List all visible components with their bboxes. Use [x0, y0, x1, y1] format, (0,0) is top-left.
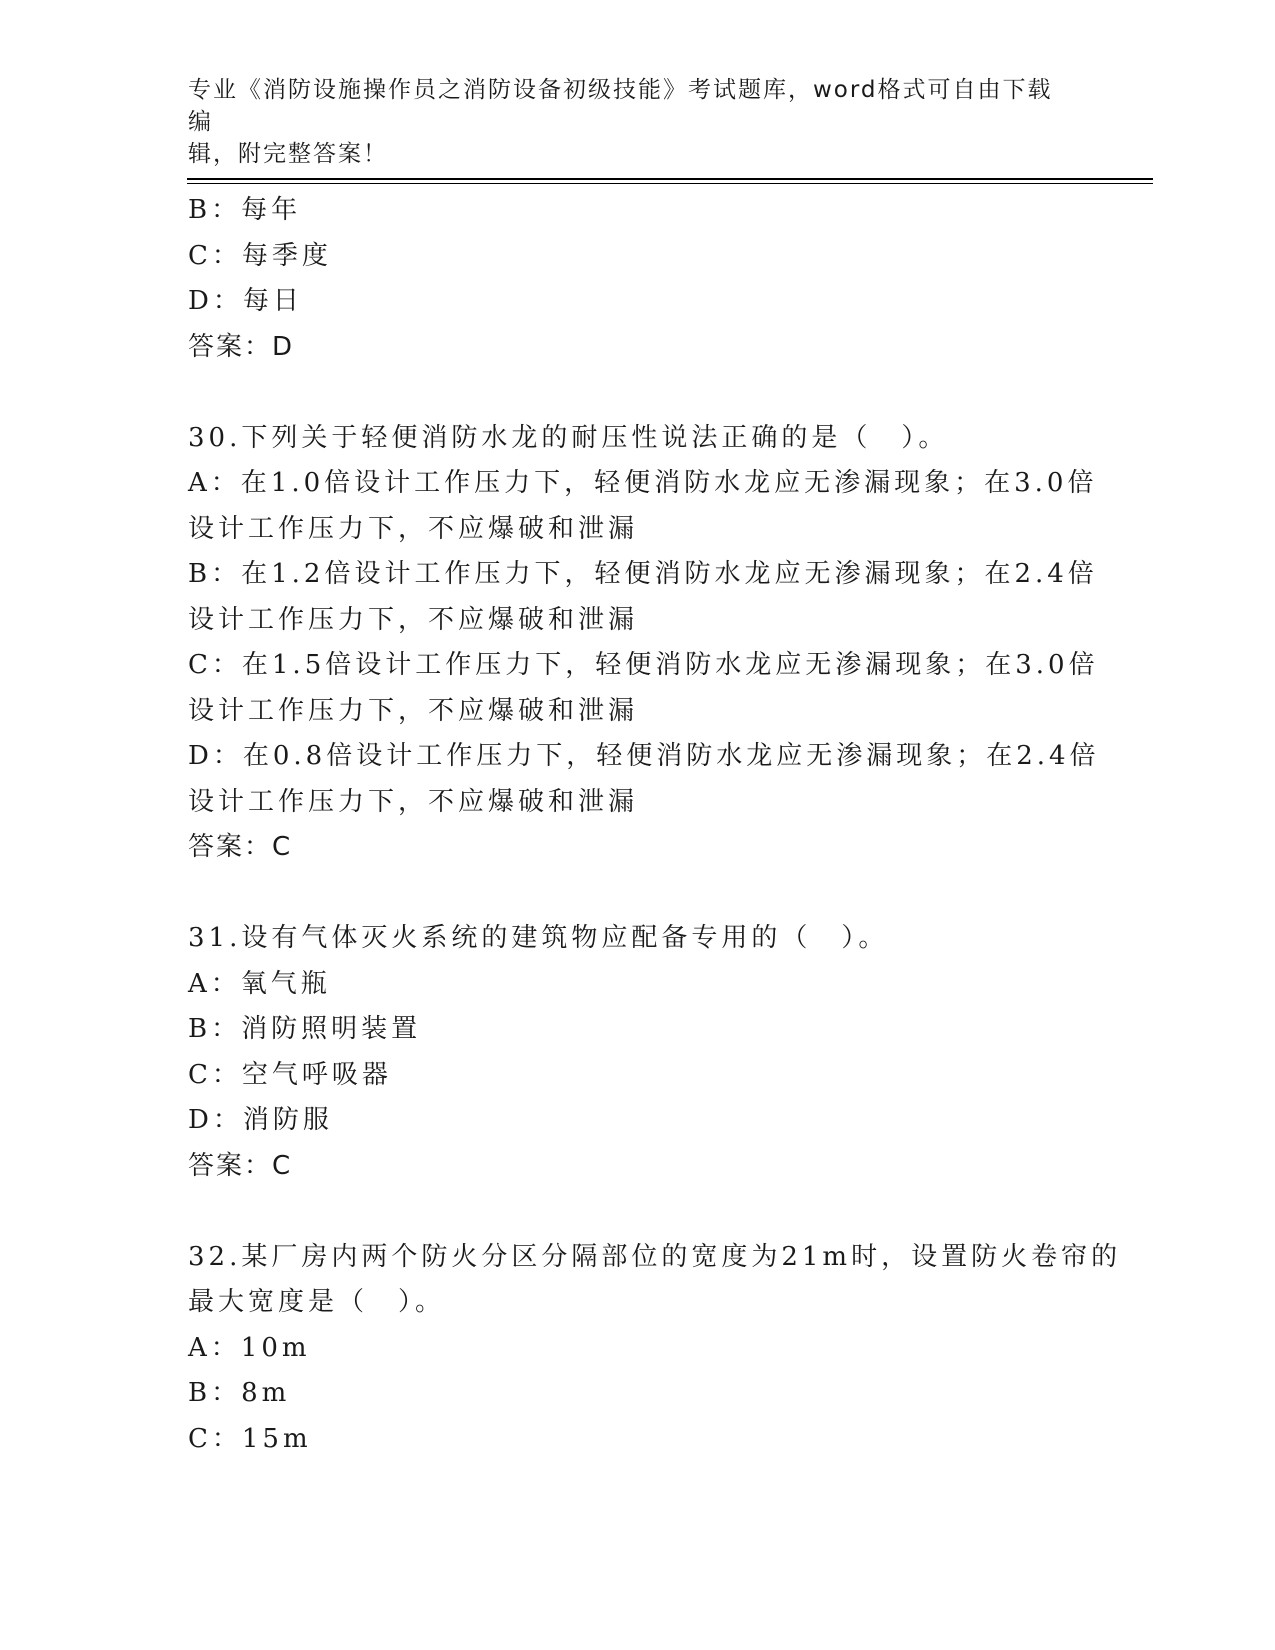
- option-line: 设计工作压力下，不应爆破和泄漏: [188, 513, 639, 544]
- header-line-1: 专业《消防设施操作员之消防设备初级技能》考试题库，word格式可自由下载编: [188, 77, 1053, 135]
- option-line: C：15m: [188, 1423, 312, 1454]
- answer-line: 答案：C: [188, 1150, 293, 1181]
- question-block-31: [188, 916, 1088, 1189]
- option-line: D：每日: [188, 286, 303, 316]
- question-stem: 最大宽度是（ ）。: [188, 1287, 446, 1317]
- answer-line: 答案：C: [188, 832, 293, 862]
- option-line: 设计工作压力下，不应爆破和泄漏: [188, 604, 639, 635]
- question-block-32: [188, 1235, 1122, 1463]
- option-line: C：空气呼吸器: [188, 1059, 392, 1090]
- option-line: A：10m: [188, 1332, 311, 1363]
- option-line: C：在1.5倍设计工作压力下，轻便消防水龙应无渗漏现象；在3.0倍: [188, 650, 1099, 680]
- option-line: C：每季度: [188, 240, 332, 271]
- option-line: B：在1.2倍设计工作压力下，轻便消防水龙应无渗漏现象；在2.4倍: [188, 559, 1098, 589]
- option-line: A：在1.0倍设计工作压力下，轻便消防水龙应无渗漏现象；在3.0倍: [188, 468, 1098, 498]
- question-stem: 32.某厂房内两个防火分区分隔部位的宽度为21m时，设置防火卷帘的: [188, 1241, 1122, 1272]
- option-line: 设计工作压力下，不应爆破和泄漏: [188, 786, 639, 817]
- spacer: [188, 370, 1088, 416]
- spacer: [188, 871, 1088, 917]
- question-block-29: [188, 188, 1088, 370]
- question-stem: 31.设有气体灭火系统的建筑物应配备专用的（ ）。: [188, 923, 889, 953]
- option-line: A：氧气瓶: [188, 968, 331, 999]
- option-line: D：消防服: [188, 1105, 333, 1135]
- header-divider: [187, 178, 1153, 180]
- answer-line: 答案：D: [188, 331, 295, 362]
- option-line: D：在0.8倍设计工作压力下，轻便消防水龙应无渗漏现象；在2.4倍: [188, 741, 1100, 771]
- spacer: [188, 1189, 1088, 1235]
- question-block-30: [188, 416, 1100, 871]
- header-line-2: 辑，附完整答案！: [188, 141, 388, 167]
- header-divider-thin: [187, 183, 1153, 184]
- document-header: [188, 74, 1068, 170]
- option-line: 设计工作压力下，不应爆破和泄漏: [188, 695, 639, 726]
- question-stem: 30.下列关于轻便消防水龙的耐压性说法正确的是（ ）。: [188, 422, 949, 453]
- option-line: B：每年: [188, 195, 302, 225]
- option-line: B：消防照明装置: [188, 1014, 422, 1044]
- question-content: [188, 188, 1122, 1462]
- option-line: B：8m: [188, 1378, 291, 1408]
